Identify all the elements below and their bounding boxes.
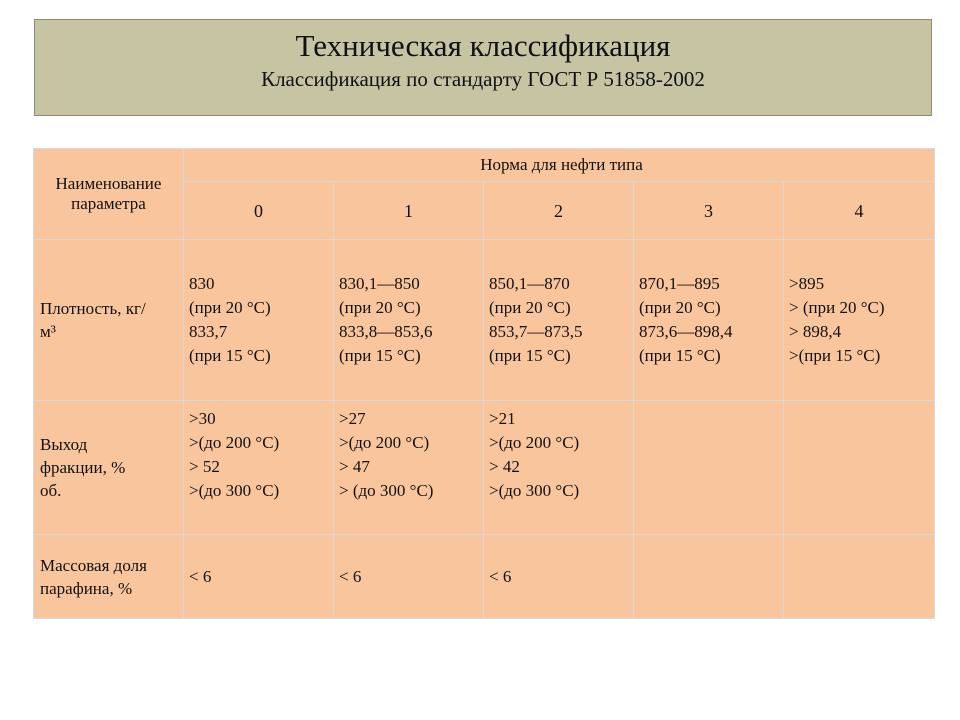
cell-line: 873,6—898,4 <box>639 322 733 341</box>
table-cell-empty <box>634 401 784 535</box>
cell-line: >(до 200 °С) <box>189 433 280 452</box>
cell-line: > 47 <box>339 457 370 476</box>
table-cell-empty <box>634 535 784 619</box>
cell-line: (при 20 °С) <box>639 298 721 317</box>
param-label <box>34 240 184 401</box>
cell-line: < 6 <box>339 567 362 586</box>
table-cell-empty <box>784 535 935 619</box>
type-header-4: 4 <box>784 182 935 240</box>
param-label-line: Выход <box>40 435 88 454</box>
param-label-line: парафина, % <box>40 578 133 598</box>
cell-line: 830 <box>189 274 215 293</box>
cell-line: > 52 <box>189 457 220 476</box>
table-row-density <box>34 240 935 401</box>
param-header-line: параметра <box>71 194 146 213</box>
table-cell <box>484 240 634 401</box>
cell-line: (при 15 °С) <box>339 346 421 365</box>
table-cell <box>334 401 484 535</box>
param-label <box>34 401 184 535</box>
cell-line: > (до 300 °С) <box>339 481 434 500</box>
param-label-line: об. <box>40 481 62 500</box>
table-row-paraffin <box>34 535 935 619</box>
param-label-line: м³ <box>40 322 56 341</box>
header-row-norm <box>34 149 935 182</box>
cell-line: (при 15 °С) <box>639 346 721 365</box>
table-row-fraction-yield <box>34 401 935 535</box>
cell-line: 853,7—873,5 <box>489 322 583 341</box>
page-subtitle: Классификация по стандарту ГОСТ Р 51858-2002 <box>261 67 705 91</box>
page-title: Техническая классификация <box>295 28 671 63</box>
param-label <box>34 535 184 619</box>
cell-line: >27 <box>339 409 366 428</box>
cell-line: >(до 300 °С) <box>189 481 280 500</box>
param-header-line: Наименование <box>55 174 162 193</box>
cell-line: >(до 200 °С) <box>339 433 430 452</box>
norm-header: Норма для нефти типа <box>184 149 935 182</box>
type-header-2: 2 <box>484 182 634 240</box>
table-cell <box>484 535 634 619</box>
cell-line: > (при 20 °С) <box>789 298 885 317</box>
cell-line: (при 20 °С) <box>189 298 271 317</box>
cell-line: (при 20 °С) <box>339 298 421 317</box>
table-cell-empty <box>784 401 935 535</box>
param-label-line: Массовая доля <box>40 555 147 575</box>
cell-line: >21 <box>489 409 516 428</box>
table-cell <box>184 401 334 535</box>
table-cell <box>334 240 484 401</box>
param-column-header <box>34 149 184 240</box>
cell-line: (при 20 °С) <box>489 298 571 317</box>
table-cell <box>184 535 334 619</box>
table-cell <box>184 240 334 401</box>
cell-line: >(до 200 °С) <box>489 433 580 452</box>
cell-line: 830,1—850 <box>339 274 420 293</box>
type-header-0: 0 <box>184 182 334 240</box>
cell-line: >(до 300 °С) <box>489 481 580 500</box>
table-cell <box>634 240 784 401</box>
param-label-line: Плотность, кг/ <box>40 299 146 318</box>
cell-line: >895 <box>789 274 825 293</box>
cell-line: (при 15 °С) <box>189 346 271 365</box>
table-cell <box>784 240 935 401</box>
cell-line: 870,1—895 <box>639 274 720 293</box>
cell-line: > 42 <box>489 457 520 476</box>
classification-table <box>33 148 935 619</box>
cell-line: 833,8—853,6 <box>339 322 433 341</box>
cell-line: >(при 15 °С) <box>789 346 881 365</box>
type-header-1: 1 <box>334 182 484 240</box>
cell-line: 833,7 <box>189 322 228 341</box>
param-label-line: фракции, % <box>40 458 126 477</box>
cell-line: > 898,4 <box>789 322 842 341</box>
cell-line: < 6 <box>489 567 512 586</box>
title-banner <box>34 19 932 116</box>
cell-line: < 6 <box>189 567 212 586</box>
table-cell <box>484 401 634 535</box>
type-header-3: 3 <box>634 182 784 240</box>
cell-line: 850,1—870 <box>489 274 570 293</box>
cell-line: >30 <box>189 409 216 428</box>
table-cell <box>334 535 484 619</box>
cell-line: (при 15 °С) <box>489 346 571 365</box>
